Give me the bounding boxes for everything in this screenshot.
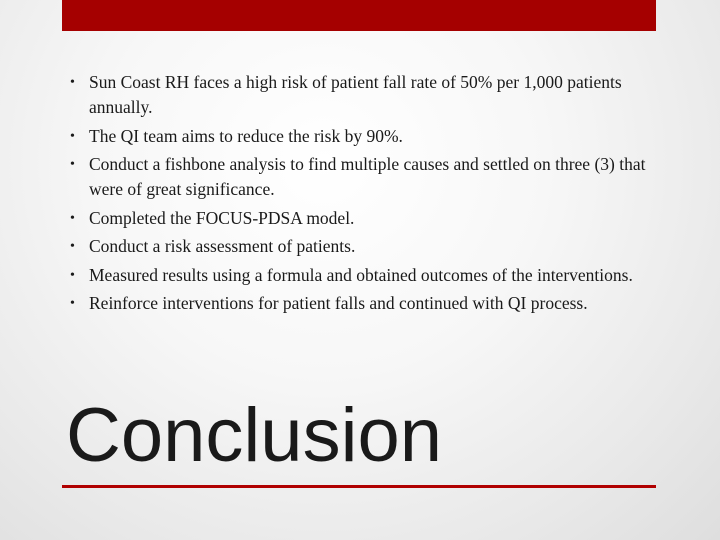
bullet-text: Measured results using a formula and obtained outcomes of the interventions. [89,264,633,285]
bullet-icon: • [70,296,75,311]
bullet-item [70,234,650,259]
bullet-text: Conduct a fishbone analysis to find multiple causes and settled on three (3) that were of great significance. [89,154,646,199]
title-underline [62,485,656,488]
bullet-icon: • [70,239,75,254]
bullet-text: Completed the FOCUS-PDSA model. [89,207,355,228]
bullet-text: The QI team aims to reduce the risk by 90%. [89,125,403,146]
slide-title: Conclusion [66,393,442,478]
bullet-icon: • [70,75,75,90]
bullet-item [70,291,650,316]
bullet-icon: • [70,157,75,172]
bullet-item [70,206,650,231]
bullet-text: Sun Coast RH faces a high risk of patient fall rate of 50% per 1,000 patients annually. [89,72,622,117]
bullet-icon: • [70,128,75,144]
bullet-list [70,70,650,320]
bullet-item [70,263,650,288]
top-accent-bar [62,0,656,31]
bullet-text: Conduct a risk assessment of patients. [89,236,356,256]
bullet-icon: • [70,210,75,226]
bullet-item [70,70,650,120]
bullet-text: Reinforce interventions for patient falls and continued with QI process. [89,293,588,313]
bullet-item [70,124,650,149]
bullet-item [70,152,650,202]
bullet-icon: • [70,267,75,283]
